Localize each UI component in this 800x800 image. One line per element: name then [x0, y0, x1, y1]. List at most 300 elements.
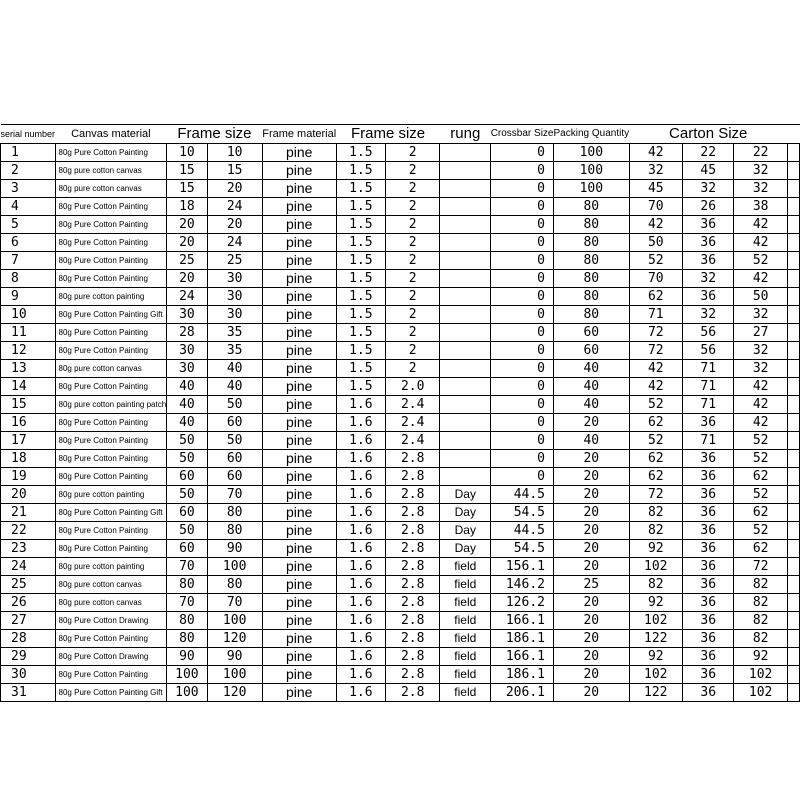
canvas-material-cell: 80g Pure Cotton Painting [55, 234, 167, 252]
frame-height-cell: 50 [207, 432, 262, 450]
filler-cell [787, 198, 799, 216]
carton-length-cell: 102 [629, 666, 682, 684]
serial-cell: 30 [1, 666, 56, 684]
canvas-material-cell: 80g Pure Cotton Painting [55, 378, 167, 396]
frame-height-cell: 100 [207, 558, 262, 576]
crossbar-size-cell: 44.5 [491, 522, 554, 540]
frame-height-cell: 80 [207, 504, 262, 522]
header-packing-quantity: Packing Quantity [554, 125, 630, 144]
rung-cell [440, 306, 491, 324]
header-canvas-material: Canvas material [55, 125, 167, 144]
filler-cell [787, 666, 799, 684]
frame-material-cell: pine [262, 468, 336, 486]
rung-cell [440, 144, 491, 162]
carton-length-cell: 45 [629, 180, 682, 198]
frame-material-cell: pine [262, 432, 336, 450]
crossbar-size-cell: 0 [491, 378, 554, 396]
rung-cell [440, 468, 491, 486]
carton-height-cell: 27 [734, 324, 787, 342]
rung-cell: Day [440, 540, 491, 558]
frame-height-cell: 24 [207, 234, 262, 252]
carton-height-cell: 32 [734, 162, 787, 180]
frame-height-cell: 80 [207, 522, 262, 540]
bar-width-cell: 2.8 [386, 648, 440, 666]
header-crossbar-size: Crossbar Size [491, 125, 554, 144]
rung-cell [440, 216, 491, 234]
table-row [1, 360, 800, 378]
bar-width-cell: 2.8 [386, 486, 440, 504]
carton-height-cell: 52 [734, 450, 787, 468]
table-row [1, 576, 800, 594]
carton-width-cell: 36 [682, 450, 734, 468]
rung-cell: field [440, 612, 491, 630]
carton-length-cell: 52 [629, 432, 682, 450]
carton-length-cell: 102 [629, 612, 682, 630]
carton-length-cell: 52 [629, 252, 682, 270]
table-row [1, 234, 800, 252]
serial-cell: 2 [1, 162, 56, 180]
rung-cell [440, 378, 491, 396]
carton-height-cell: 42 [734, 396, 787, 414]
rung-cell: Day [440, 504, 491, 522]
carton-length-cell: 62 [629, 288, 682, 306]
carton-width-cell: 32 [682, 270, 734, 288]
carton-length-cell: 62 [629, 414, 682, 432]
canvas-material-cell: 80g Pure Cotton Painting [55, 144, 167, 162]
table-row [1, 540, 800, 558]
header-carton-size: Carton Size [629, 125, 787, 144]
frame-material-cell: pine [262, 396, 336, 414]
rung-cell [440, 288, 491, 306]
packing-quantity-cell: 20 [554, 468, 630, 486]
frame-material-cell: pine [262, 378, 336, 396]
bar-width-cell: 2 [386, 162, 440, 180]
bar-width-cell: 2 [386, 252, 440, 270]
crossbar-size-cell: 0 [491, 270, 554, 288]
table-row [1, 414, 800, 432]
carton-width-cell: 71 [682, 378, 734, 396]
frame-width-cell: 80 [167, 630, 207, 648]
frame-height-cell: 30 [207, 288, 262, 306]
table-row [1, 396, 800, 414]
rung-cell: Day [440, 486, 491, 504]
packing-quantity-cell: 80 [554, 234, 630, 252]
frame-material-cell: pine [262, 504, 336, 522]
frame-width-cell: 50 [167, 450, 207, 468]
frame-height-cell: 40 [207, 360, 262, 378]
filler-cell [787, 342, 799, 360]
packing-quantity-cell: 20 [554, 630, 630, 648]
bar-width-cell: 2.4 [386, 396, 440, 414]
bar-width-cell: 2 [386, 144, 440, 162]
frame-height-cell: 50 [207, 396, 262, 414]
bar-thickness-cell: 1.5 [336, 324, 385, 342]
crossbar-size-cell: 0 [491, 234, 554, 252]
frame-material-cell: pine [262, 252, 336, 270]
frame-width-cell: 20 [167, 234, 207, 252]
carton-length-cell: 102 [629, 558, 682, 576]
serial-cell: 15 [1, 396, 56, 414]
carton-height-cell: 62 [734, 504, 787, 522]
bar-thickness-cell: 1.6 [336, 558, 385, 576]
crossbar-size-cell: 0 [491, 396, 554, 414]
carton-width-cell: 36 [682, 414, 734, 432]
bar-thickness-cell: 1.5 [336, 306, 385, 324]
filler-cell [787, 540, 799, 558]
bar-thickness-cell: 1.6 [336, 540, 385, 558]
rung-cell [440, 396, 491, 414]
packing-quantity-cell: 80 [554, 252, 630, 270]
packing-quantity-cell: 40 [554, 432, 630, 450]
canvas-material-cell: 80g Pure Cotton Drawing [55, 648, 167, 666]
filler-cell [787, 252, 799, 270]
frame-width-cell: 80 [167, 612, 207, 630]
rung-cell [440, 198, 491, 216]
rung-cell [440, 450, 491, 468]
frame-height-cell: 80 [207, 576, 262, 594]
bar-width-cell: 2.4 [386, 414, 440, 432]
frame-material-cell: pine [262, 666, 336, 684]
crossbar-size-cell: 0 [491, 162, 554, 180]
filler-cell [787, 486, 799, 504]
header-frame-material: Frame material [262, 125, 336, 144]
frame-material-cell: pine [262, 522, 336, 540]
carton-width-cell: 45 [682, 162, 734, 180]
carton-width-cell: 36 [682, 648, 734, 666]
bar-width-cell: 2.8 [386, 504, 440, 522]
frame-height-cell: 20 [207, 216, 262, 234]
frame-width-cell: 30 [167, 306, 207, 324]
filler-cell [787, 468, 799, 486]
crossbar-size-cell: 0 [491, 432, 554, 450]
carton-width-cell: 36 [682, 486, 734, 504]
frame-width-cell: 15 [167, 162, 207, 180]
table-row [1, 270, 800, 288]
table-row [1, 522, 800, 540]
serial-cell: 7 [1, 252, 56, 270]
packing-quantity-cell: 20 [554, 450, 630, 468]
carton-width-cell: 36 [682, 558, 734, 576]
carton-width-cell: 71 [682, 396, 734, 414]
packing-quantity-cell: 40 [554, 360, 630, 378]
table-row [1, 648, 800, 666]
bar-width-cell: 2 [386, 324, 440, 342]
canvas-material-cell: 80g Pure Cotton Painting [55, 342, 167, 360]
bar-width-cell: 2 [386, 234, 440, 252]
crossbar-size-cell: 206.1 [491, 684, 554, 702]
carton-length-cell: 42 [629, 378, 682, 396]
bar-thickness-cell: 1.5 [336, 360, 385, 378]
packing-quantity-cell: 80 [554, 216, 630, 234]
crossbar-size-cell: 126.2 [491, 594, 554, 612]
rung-cell: field [440, 666, 491, 684]
bar-thickness-cell: 1.6 [336, 594, 385, 612]
canvas-material-cell: 80g Pure Cotton Painting [55, 630, 167, 648]
bar-thickness-cell: 1.6 [336, 414, 385, 432]
crossbar-size-cell: 166.1 [491, 648, 554, 666]
header-row [1, 125, 800, 144]
serial-cell: 8 [1, 270, 56, 288]
rung-cell [440, 270, 491, 288]
serial-cell: 3 [1, 180, 56, 198]
canvas-material-cell: 80g Pure Cotton Painting [55, 414, 167, 432]
header-rung: rung [440, 125, 491, 144]
bar-thickness-cell: 1.5 [336, 378, 385, 396]
canvas-material-cell: 80g Pure Cotton Painting [55, 522, 167, 540]
bar-width-cell: 2 [386, 288, 440, 306]
packing-quantity-cell: 40 [554, 378, 630, 396]
rung-cell: Day [440, 522, 491, 540]
bar-width-cell: 2 [386, 216, 440, 234]
frame-width-cell: 40 [167, 378, 207, 396]
carton-height-cell: 42 [734, 270, 787, 288]
serial-cell: 19 [1, 468, 56, 486]
canvas-material-cell: 80g Pure Cotton Drawing [55, 612, 167, 630]
carton-width-cell: 22 [682, 144, 734, 162]
crossbar-size-cell: 146.2 [491, 576, 554, 594]
frame-height-cell: 90 [207, 648, 262, 666]
frame-height-cell: 70 [207, 594, 262, 612]
frame-width-cell: 18 [167, 198, 207, 216]
filler-cell [787, 684, 799, 702]
frame-height-cell: 120 [207, 684, 262, 702]
serial-cell: 26 [1, 594, 56, 612]
canvas-material-cell: 80g Pure Cotton Painting [55, 666, 167, 684]
bar-width-cell: 2.8 [386, 522, 440, 540]
carton-length-cell: 62 [629, 450, 682, 468]
carton-length-cell: 32 [629, 162, 682, 180]
frame-height-cell: 100 [207, 612, 262, 630]
frame-material-cell: pine [262, 216, 336, 234]
bar-width-cell: 2.8 [386, 594, 440, 612]
rung-cell: field [440, 630, 491, 648]
crossbar-size-cell: 0 [491, 306, 554, 324]
frame-height-cell: 15 [207, 162, 262, 180]
carton-height-cell: 38 [734, 198, 787, 216]
packing-quantity-cell: 20 [554, 522, 630, 540]
carton-width-cell: 56 [682, 324, 734, 342]
carton-width-cell: 71 [682, 432, 734, 450]
bar-width-cell: 2 [386, 306, 440, 324]
frame-material-cell: pine [262, 414, 336, 432]
crossbar-size-cell: 0 [491, 468, 554, 486]
bar-thickness-cell: 1.6 [336, 666, 385, 684]
bar-width-cell: 2 [386, 270, 440, 288]
frame-height-cell: 35 [207, 324, 262, 342]
frame-width-cell: 28 [167, 324, 207, 342]
filler-cell [787, 180, 799, 198]
rung-cell: field [440, 648, 491, 666]
frame-height-cell: 60 [207, 468, 262, 486]
serial-cell: 31 [1, 684, 56, 702]
canvas-material-cell: 80g pure cotton painting [55, 288, 167, 306]
packing-quantity-cell: 60 [554, 342, 630, 360]
frame-width-cell: 50 [167, 522, 207, 540]
frame-material-cell: pine [262, 342, 336, 360]
bar-width-cell: 2.8 [386, 630, 440, 648]
canvas-material-cell: 80g Pure Cotton Painting [55, 540, 167, 558]
frame-width-cell: 20 [167, 270, 207, 288]
bar-width-cell: 2.8 [386, 540, 440, 558]
carton-height-cell: 52 [734, 252, 787, 270]
carton-height-cell: 42 [734, 414, 787, 432]
bar-width-cell: 2 [386, 180, 440, 198]
filler-cell [787, 612, 799, 630]
rung-cell: field [440, 558, 491, 576]
table-row [1, 162, 800, 180]
carton-height-cell: 82 [734, 576, 787, 594]
filler-cell [787, 324, 799, 342]
filler-cell [787, 504, 799, 522]
table-row [1, 198, 800, 216]
serial-cell: 10 [1, 306, 56, 324]
table-row [1, 306, 800, 324]
packing-quantity-cell: 80 [554, 270, 630, 288]
bar-width-cell: 2.8 [386, 576, 440, 594]
serial-cell: 11 [1, 324, 56, 342]
table-row [1, 450, 800, 468]
canvas-material-cell: 80g pure cotton canvas [55, 162, 167, 180]
crossbar-size-cell: 0 [491, 216, 554, 234]
bar-thickness-cell: 1.5 [336, 198, 385, 216]
frame-height-cell: 25 [207, 252, 262, 270]
canvas-material-cell: 80g pure cotton painting patch [55, 396, 167, 414]
table-row [1, 594, 800, 612]
frame-material-cell: pine [262, 288, 336, 306]
table-row [1, 684, 800, 702]
frame-height-cell: 60 [207, 450, 262, 468]
rung-cell: field [440, 576, 491, 594]
carton-height-cell: 32 [734, 306, 787, 324]
table-row [1, 342, 800, 360]
packing-quantity-cell: 20 [554, 540, 630, 558]
crossbar-size-cell: 0 [491, 288, 554, 306]
frame-height-cell: 20 [207, 180, 262, 198]
packing-quantity-cell: 25 [554, 576, 630, 594]
carton-width-cell: 71 [682, 360, 734, 378]
canvas-material-cell: 80g pure cotton canvas [55, 594, 167, 612]
carton-length-cell: 70 [629, 198, 682, 216]
carton-length-cell: 42 [629, 216, 682, 234]
serial-cell: 22 [1, 522, 56, 540]
canvas-material-cell: 80g Pure Cotton Painting Gift [55, 684, 167, 702]
spec-table [0, 124, 800, 702]
frame-height-cell: 70 [207, 486, 262, 504]
crossbar-size-cell: 0 [491, 324, 554, 342]
packing-quantity-cell: 60 [554, 324, 630, 342]
frame-material-cell: pine [262, 306, 336, 324]
carton-width-cell: 36 [682, 468, 734, 486]
carton-length-cell: 92 [629, 594, 682, 612]
crossbar-size-cell: 186.1 [491, 630, 554, 648]
packing-quantity-cell: 100 [554, 144, 630, 162]
filler-cell [787, 288, 799, 306]
canvas-material-cell: 80g pure cotton painting [55, 486, 167, 504]
bar-width-cell: 2.8 [386, 450, 440, 468]
carton-height-cell: 32 [734, 360, 787, 378]
canvas-material-cell: 80g Pure Cotton Painting [55, 216, 167, 234]
header-frame-size-2: Frame size [336, 125, 440, 144]
rung-cell: field [440, 684, 491, 702]
frame-width-cell: 24 [167, 288, 207, 306]
frame-height-cell: 120 [207, 630, 262, 648]
packing-quantity-cell: 80 [554, 288, 630, 306]
frame-material-cell: pine [262, 450, 336, 468]
serial-cell: 9 [1, 288, 56, 306]
frame-width-cell: 30 [167, 360, 207, 378]
carton-width-cell: 56 [682, 342, 734, 360]
bar-width-cell: 2.0 [386, 378, 440, 396]
frame-width-cell: 50 [167, 486, 207, 504]
crossbar-size-cell: 0 [491, 342, 554, 360]
packing-quantity-cell: 20 [554, 594, 630, 612]
packing-quantity-cell: 20 [554, 414, 630, 432]
serial-cell: 20 [1, 486, 56, 504]
frame-width-cell: 50 [167, 432, 207, 450]
filler-cell [787, 630, 799, 648]
bar-thickness-cell: 1.5 [336, 234, 385, 252]
frame-material-cell: pine [262, 684, 336, 702]
carton-width-cell: 36 [682, 666, 734, 684]
filler-cell [787, 396, 799, 414]
rung-cell [440, 252, 491, 270]
carton-width-cell: 36 [682, 540, 734, 558]
carton-length-cell: 82 [629, 576, 682, 594]
frame-width-cell: 40 [167, 414, 207, 432]
serial-cell: 21 [1, 504, 56, 522]
carton-width-cell: 36 [682, 252, 734, 270]
frame-width-cell: 10 [167, 144, 207, 162]
frame-height-cell: 30 [207, 270, 262, 288]
header-serial-number: serial number [1, 125, 56, 144]
carton-width-cell: 36 [682, 576, 734, 594]
table-row [1, 252, 800, 270]
table-row [1, 324, 800, 342]
canvas-material-cell: 80g pure cotton canvas [55, 180, 167, 198]
frame-material-cell: pine [262, 540, 336, 558]
bar-width-cell: 2 [386, 342, 440, 360]
frame-width-cell: 25 [167, 252, 207, 270]
serial-cell: 23 [1, 540, 56, 558]
bar-thickness-cell: 1.6 [336, 486, 385, 504]
table-row [1, 468, 800, 486]
frame-material-cell: pine [262, 324, 336, 342]
canvas-material-cell: 80g Pure Cotton Painting Gift [55, 504, 167, 522]
filler-cell [787, 360, 799, 378]
packing-quantity-cell: 20 [554, 648, 630, 666]
table-row [1, 378, 800, 396]
table-row [1, 432, 800, 450]
rung-cell [440, 360, 491, 378]
frame-width-cell: 70 [167, 594, 207, 612]
carton-height-cell: 82 [734, 594, 787, 612]
carton-width-cell: 36 [682, 216, 734, 234]
frame-height-cell: 35 [207, 342, 262, 360]
filler-cell [787, 306, 799, 324]
bar-thickness-cell: 1.5 [336, 270, 385, 288]
carton-length-cell: 72 [629, 324, 682, 342]
carton-length-cell: 122 [629, 684, 682, 702]
bar-thickness-cell: 1.6 [336, 468, 385, 486]
canvas-material-cell: 80g Pure Cotton Painting [55, 468, 167, 486]
filler-cell [787, 414, 799, 432]
serial-cell: 24 [1, 558, 56, 576]
serial-cell: 16 [1, 414, 56, 432]
serial-cell: 25 [1, 576, 56, 594]
table-row [1, 288, 800, 306]
carton-height-cell: 32 [734, 342, 787, 360]
filler-cell [787, 450, 799, 468]
